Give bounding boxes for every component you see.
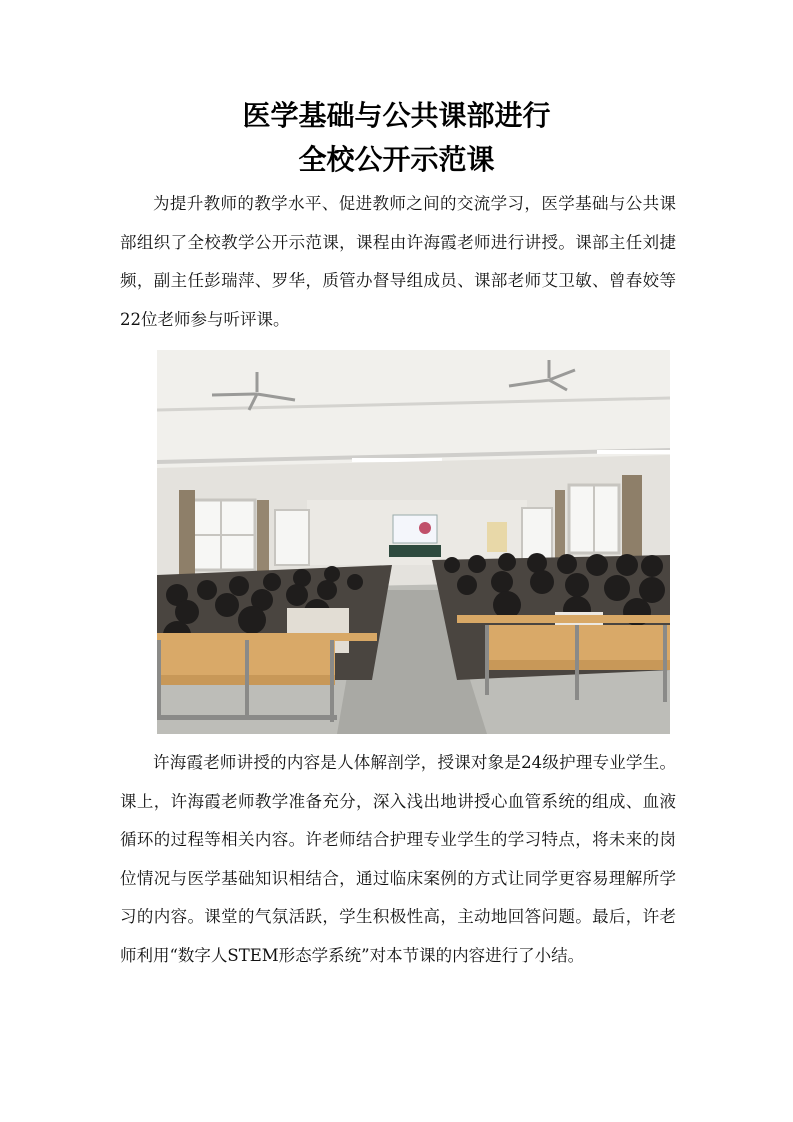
paragraph-intro: 为提升教师的教学水平、促进教师之间的交流学习，医学基础与公共课部组织了全校教学公开示范课，课程由许海霞老师进行讲授。课部主任刘捷频，副主任彭瑞萍、罗华，质管办督导组成员、课部老师艾卫敏、曾春姣等22位老师参与听评课。: [120, 194, 676, 329]
classroom-photo: [157, 350, 670, 734]
document-title-line-2: 全校公开示范课: [298, 143, 495, 176]
document-title-line-1: 医学基础与公共课部进行: [242, 99, 551, 132]
paragraph-lesson: 许海霞老师讲授的内容是人体解剖学，授课对象是24级护理专业学生。课上，许海霞老师教学准备充分，深入浅出地讲授心血管系统的组成、血液循环的过程等相关内容。许老师结合护理专业学生的学习特点，将未来的岗位情况与医学基础知识相结合，通过临床案例的方式让同学更容易理解所学习的内容。课堂的气氛活跃，学生积极性高，主动地回答问题。最后，许老师利用“数字人STEM形态学系统”对本节课的内容进行了小结。: [120, 753, 676, 965]
